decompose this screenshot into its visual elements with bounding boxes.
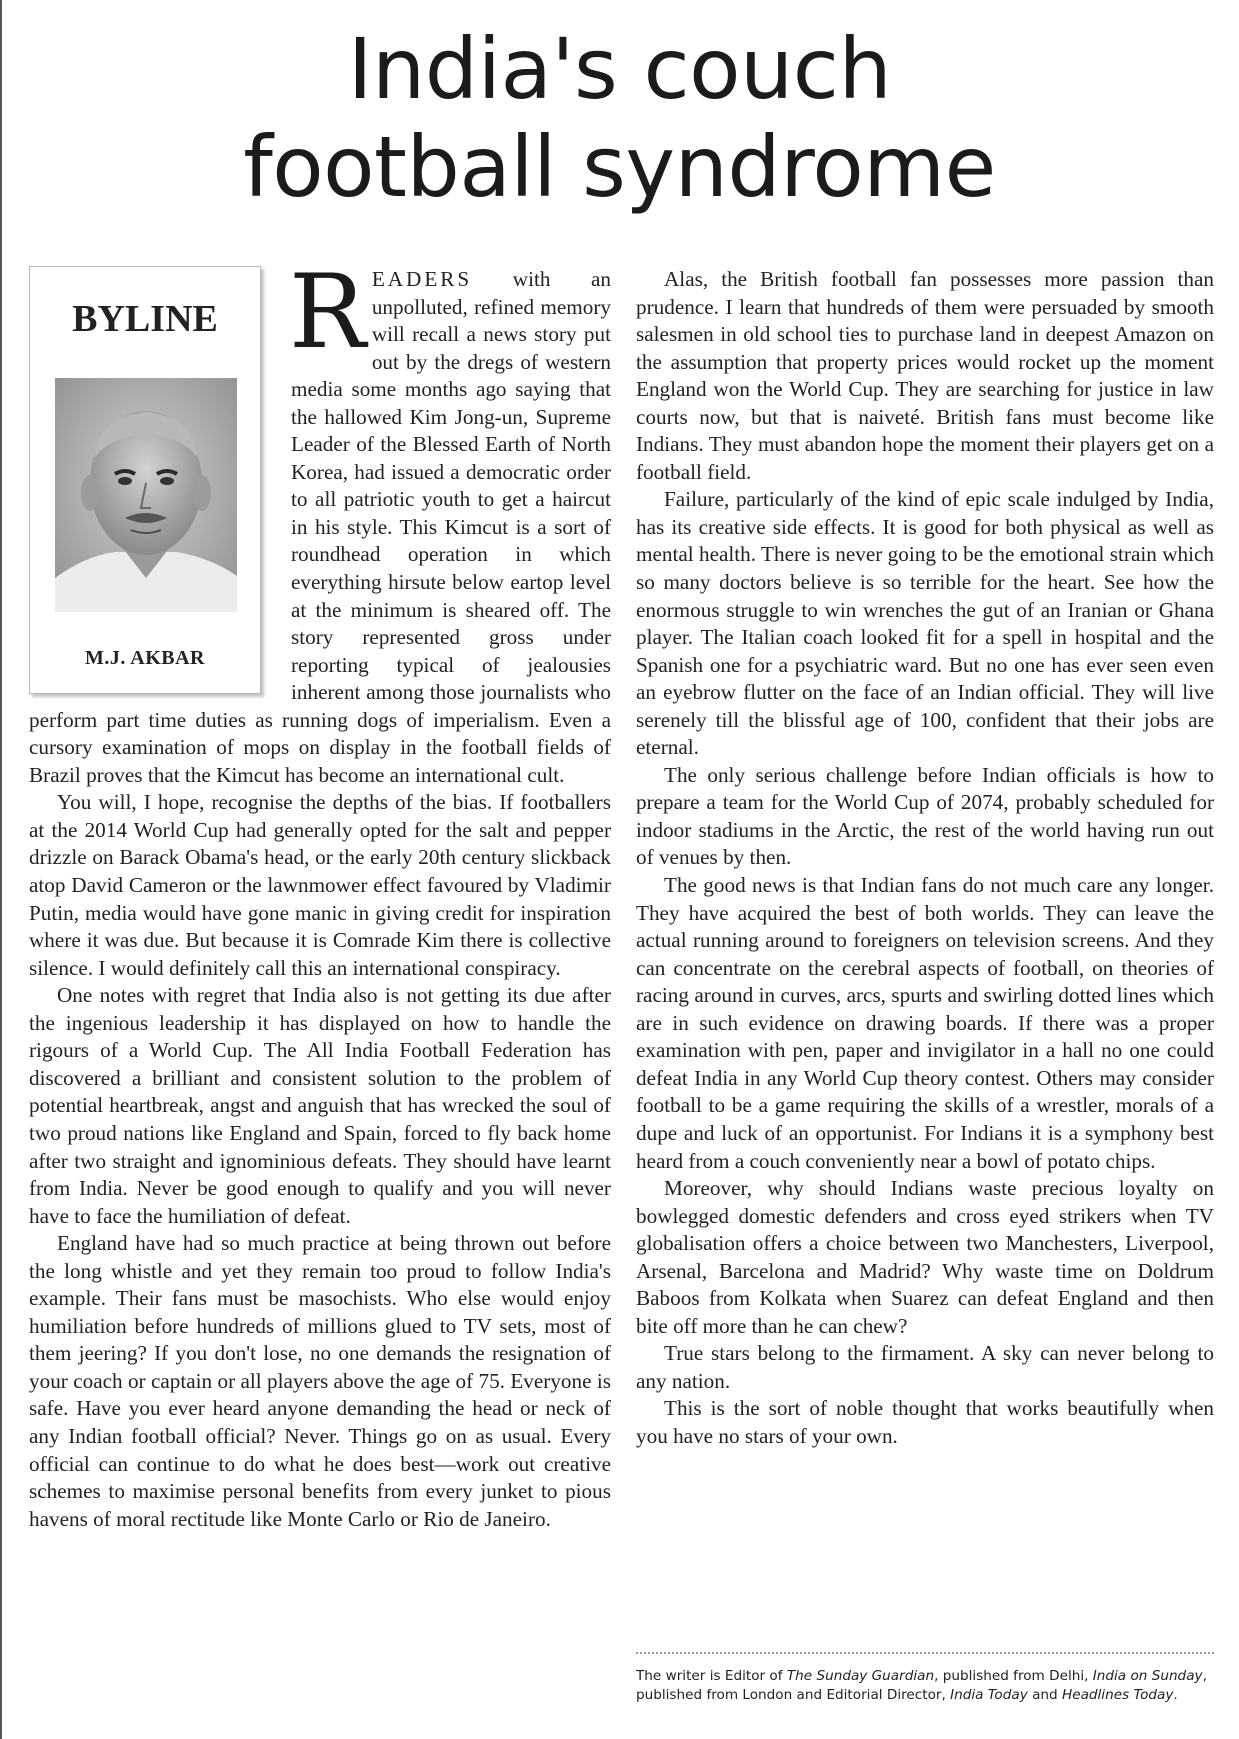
article-paragraph-5: Alas, the British football fan possesses more passion than prudence. I learn that hundreds of them were persuaded by smooth salesmen in old school ties to purchase land in deepest Amazon on the assumption that property prices would rocket up the moment England won the World Cup. They are searching for justice in law courts now, but that is naiveté. British fans must become like Indians. They must abandon hope the moment their players get on a football field. (636, 267, 1214, 484)
lead-caps: EADERS (371, 267, 473, 291)
footnote-text: , published from London and Editorial Director, (636, 1668, 1207, 1703)
article-paragraph-9: Moreover, why should Indians waste precious loyalty on bowlegged domestic defenders and cross eyed strikers when TV globalisation offers a choice between two Manchesters, Liverpool, Arsenal, Barcelona and Madrid? Why waste time on Doldrum Baboos from Kolkata when Suarez can defeat England and then bite off more than he can chew? (636, 1176, 1214, 1338)
article-paragraph-10: True stars belong to the firmament. A sky can never belong to any nation. (636, 1341, 1214, 1393)
article-paragraph-3: One notes with regret that India also is not getting its due after the ingenious leadership it has displayed on how to handle the rigours of a World Cup. The All India Football Federation has discovered a brilliant and consistent solution to the problem of potential heartbreak, angst and anguish that has wrecked the soul of two proud nations like England and Spain, forced to fly back home after two straight and ignominious defeats. They should have learnt from India. Never be good enough to qualify and you will never have to face the humiliation of defeat. (29, 983, 611, 1228)
author-name: M.J. AKBAR (85, 647, 205, 669)
article-paragraph-7: The only serious challenge before Indian officials is how to prepare a team for the World Cup of 2074, probably scheduled for indoor stadiums in the Arctic, the rest of the world having run out of venues by then. (636, 762, 1214, 870)
footnote-text: The writer is Editor of (636, 1668, 787, 1684)
footer-divider (636, 1652, 1214, 1654)
footnote-publication: The Sunday Guardian (786, 1668, 935, 1684)
article-paragraph-11: This is the sort of noble thought that works beautifully when you have no stars of your own. (636, 1396, 1214, 1448)
drop-cap: R (289, 253, 366, 372)
left-border-rule (0, 0, 2, 1739)
article-paragraph-8: The good news is that Indian fans do not much care any longer. They have acquired the best of both worlds. They can leave the actual running around to foreigners on television screens. And they can concentrate on the cerebral aspects of football, on theories of racing around in curves, arcs, spurts and swirling dotted lines which are in such evidence on drawing boards. If there was a proper examination with pen, paper and invigilator in a hall no one could defeat India in any World Cup theory contest. Others may consider football to be a game requiring the skills of a wrestler, morals of a dupe and luck of an opportunist. For Indians it is a symphony best heard from a couch conveniently near a bowl of potato chips. (636, 873, 1214, 1173)
author-footnote (636, 1667, 1218, 1705)
headline-line-1: India's couch (347, 20, 892, 118)
paragraph-1-text: with an unpolluted, refined memory will recall a news story put out by the dregs of western media some months ago saying that the hallowed Kim Jong-un, Supreme Leader of the Blessed Earth of North Korea, had issued a democratic order to all patriotic youth to get a haircut in his style. This Kimcut is a sort of roundhead operation in which everything hirsute below eartop level at the minimum is sheared off. The story represented gross under reporting typical of jealousies inherent among those journalists who perform part time duties as running dogs of imperialism. Even a cursory examination of mops on display in the football fields of Brazil proves that the Kimcut has become an international cult. (29, 267, 611, 787)
footnote-text: , published from Delhi, (934, 1668, 1093, 1684)
article-paragraph-6: Failure, particularly of the kind of epic scale indulged by India, has its creative side effects. It is good for both physical as well as mental health. There is never going to be the emotional strain which so many doctors believe is so terrible for the heart. See how the enormous struggle to win wrenches the gut of an Iranian or Ghana player. The Italian coach looked fit for a spell in hospital and the Spanish one for a psychiatric ward. But no one has ever seen even an eyebrow flutter on the face of an Indian official. They will live serenely till the blissful age of 100, confident that their jobs are eternal. (636, 487, 1214, 760)
author-photo (55, 378, 237, 612)
article-paragraph-4: England have had so much practice at being thrown out before the long whistle and yet they remain too proud to follow India's example. Their fans must be masochists. Who else would enjoy humiliation before hundreds of millions glued to TV sets, most of them jeering? If you don't lose, no one demands the resignation of your coach or captain or all players above the age of 75. Everyone is safe. Have you ever heard anyone demanding the head or neck of any Indian football official? Never. Things go on as usual. Every official can continue to do what he does best—work out creative schemes to maximise personal benefits from every junket to pious havens of moral rectitude like Monte Carlo or Rio de Janeiro. (29, 1231, 611, 1531)
byline-label: BYLINE (72, 298, 218, 340)
footnote-text: and (1027, 1687, 1062, 1703)
footnote-publication: India on Sunday (1092, 1668, 1203, 1684)
page-title (0, 20, 1239, 216)
footnote-publication: Headlines Today (1061, 1687, 1174, 1703)
byline-box (29, 266, 261, 694)
article-paragraph-2: You will, I hope, recognise the depths of the bias. If footballers at the 2014 World Cup had generally opted for the salt and pepper drizzle on Barack Obama's head, or the early 20th century slickback atop David Cameron or the lawnmower effect favoured by Vladimir Putin, media would have gone manic in giving credit for inspiration where it was due. But because it is Comrade Kim there is collective silence. I would definitely call this an international conspiracy. (29, 790, 611, 980)
footnote-publication: India Today (950, 1687, 1028, 1703)
headline-line-2: football syndrome (243, 118, 996, 216)
article-column-right (636, 266, 1214, 1451)
article-column-left (29, 253, 611, 1533)
footnote-text: . (1173, 1687, 1178, 1703)
